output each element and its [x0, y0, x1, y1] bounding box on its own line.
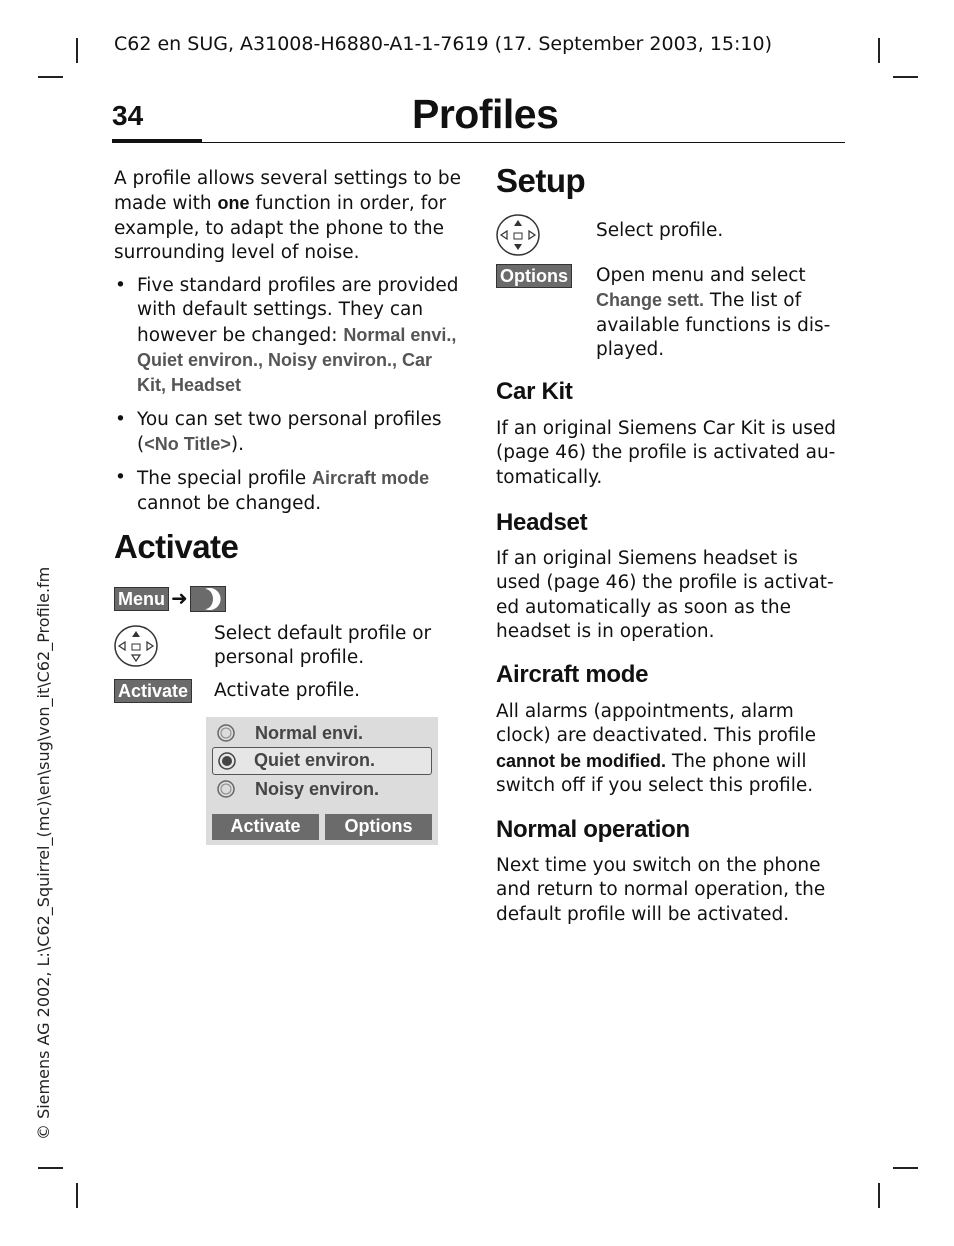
- section-title-normal-operation: Normal operation: [496, 816, 690, 843]
- arrow-icon: ➜: [171, 586, 188, 610]
- menu-key: Menu: [114, 587, 169, 611]
- emphasis-one: one: [217, 193, 250, 214]
- activate-step-select: Select default profile or personal profile.: [214, 623, 432, 669]
- activate-step-confirm: Activate profile.: [214, 680, 361, 701]
- joystick-icon: [495, 213, 543, 257]
- bullet-item: • Five standard profiles are provided with default settings. They can however be changed: Normal envi., Quiet environ., Noisy environ., Car Kit, Headset: [115, 275, 459, 396]
- crop-mark: [878, 38, 880, 63]
- emphasis-cannot-modify: cannot be modified.: [496, 750, 667, 771]
- change-sett-label: Change sett.: [596, 290, 705, 311]
- profile-names: Normal envi., Quiet environ., Noisy environ., Car Kit, Headset: [137, 324, 457, 396]
- setup-step-menu: Open menu and select Change sett. The list of available functions is dis-played.: [596, 265, 831, 360]
- radio-selected-icon: [217, 751, 237, 771]
- section-title-aircraft-mode: Aircraft mode: [496, 661, 649, 688]
- aircraft-mode-label: Aircraft mode: [312, 468, 430, 489]
- section-text-normal-operation: Next time you switch on the phone and return to normal operation, the default profile will be activated.: [496, 855, 826, 925]
- crop-mark: [893, 1167, 918, 1169]
- section-text-aircraft-mode: All alarms (appointments, alarm clock) are deactivated. This profile cannot be modified. The phone will switch off if you select this profile.: [496, 701, 816, 796]
- section-title-headset: Headset: [496, 509, 588, 536]
- profile-option-quiet[interactable]: Quiet environ.: [212, 747, 432, 775]
- crop-mark: [893, 76, 918, 78]
- bullet-item: • The special profile Aircraft mode cannot be changed.: [115, 467, 430, 514]
- radio-unselected-icon: [216, 723, 236, 743]
- section-text-headset: If an original Siemens headset is used (page 46) the profile is activat-ed automatically as soon as the headset is in operation.: [496, 548, 834, 642]
- setup-heading: Setup: [496, 162, 586, 199]
- bullet-item: • You can set two personal profiles (<No Title>).: [115, 408, 442, 455]
- joystick-icon: [113, 624, 161, 668]
- options-softkey: Options: [496, 264, 572, 288]
- activate-softkey: Activate: [114, 679, 192, 703]
- screen-options-button[interactable]: Options: [325, 814, 432, 840]
- header-rule: [112, 142, 845, 143]
- crop-mark: [38, 1167, 63, 1169]
- crescent-moon-icon: [190, 586, 226, 612]
- profile-option-noisy[interactable]: Noisy environ.: [212, 776, 430, 802]
- page-number: 34: [112, 100, 144, 131]
- crop-mark: [878, 1183, 880, 1208]
- side-file-path: © Siemens AG 2002, L:\C62_Squirrel_(mc)\en\sug\von_it\C62_Profile.fm: [34, 566, 53, 1140]
- menu-path: [114, 586, 226, 612]
- intro-section: [114, 167, 464, 525]
- screen-activate-button[interactable]: Activate: [212, 814, 319, 840]
- section-text-car-kit: If an original Siemens Car Kit is used (page 46) the profile is activated au-tomatically.: [496, 418, 837, 488]
- no-title-label: <No Title>: [144, 433, 231, 454]
- radio-unselected-icon: [216, 779, 236, 799]
- phone-screen: [206, 717, 438, 845]
- profile-option-normal[interactable]: Normal envi.: [212, 720, 430, 746]
- page-title: Profiles: [412, 91, 559, 137]
- activate-heading: Activate: [114, 528, 239, 565]
- intro-paragraph: A profile allows several settings to be made with one function in order, for example, to adapt the phone to the surrounding level of noise.: [114, 168, 461, 263]
- section-title-car-kit: Car Kit: [496, 378, 573, 405]
- crop-mark: [76, 1183, 78, 1208]
- crop-mark: [38, 76, 63, 78]
- setup-step-select: Select profile.: [596, 220, 724, 241]
- document-reference: C62 en SUG, A31008-H6880-A1-1-7619 (17. September 2003, 15:10): [114, 33, 773, 55]
- crop-mark: [76, 38, 78, 63]
